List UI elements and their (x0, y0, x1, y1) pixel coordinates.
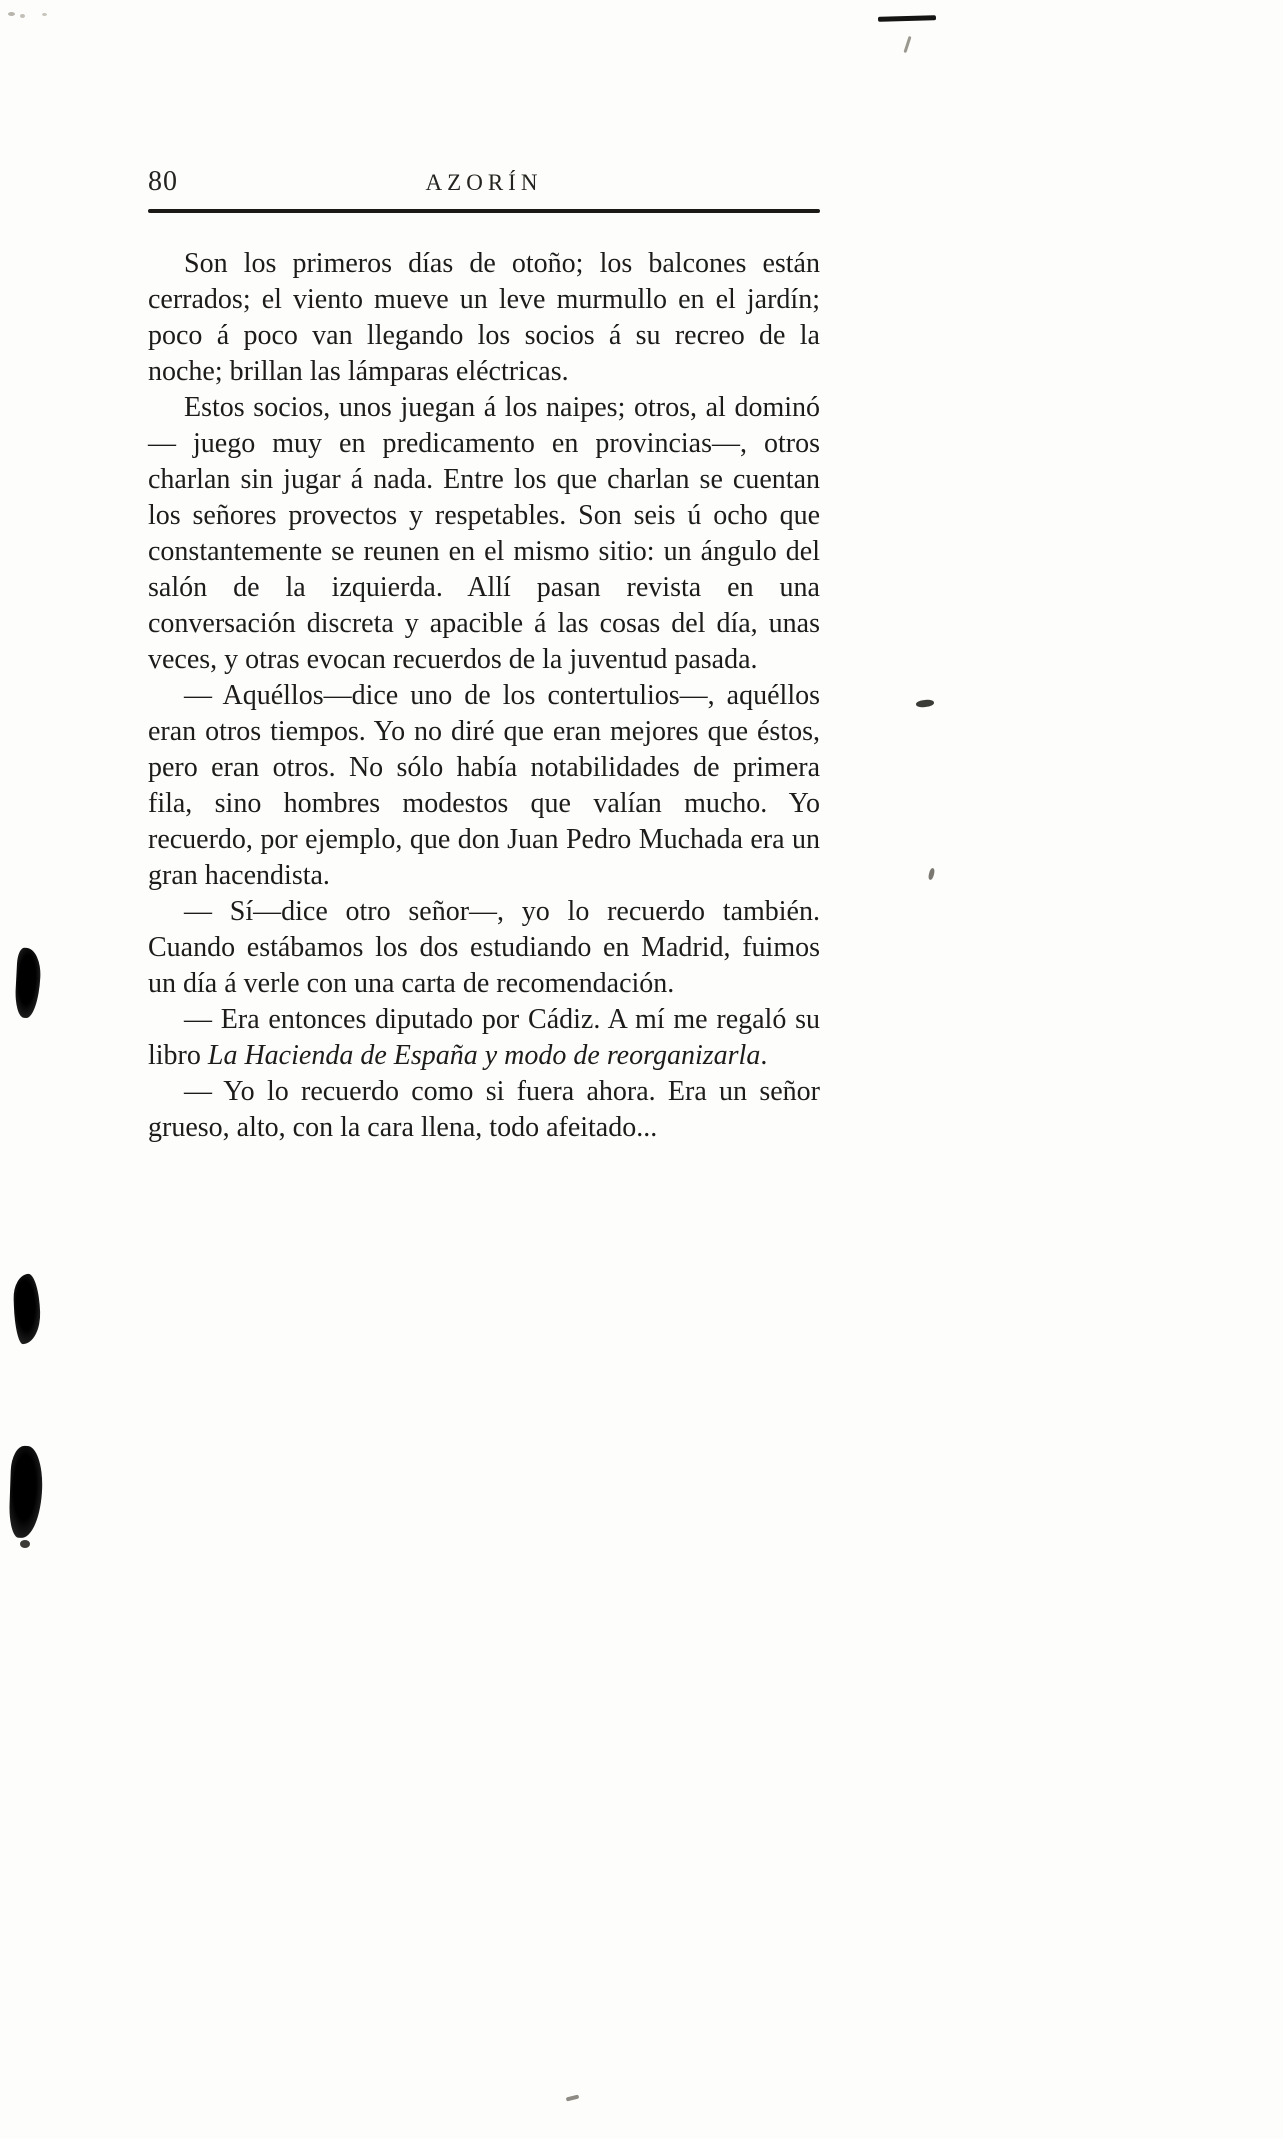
paragraph (148, 246, 820, 390)
book-title-italic: La Hacienda de España y modo de reorganizarla (207, 1040, 761, 1071)
page-header (148, 160, 820, 204)
text-segment: . (760, 1040, 768, 1071)
paragraph (148, 894, 820, 1002)
ink-blotch (8, 1445, 43, 1538)
text-segment: — Yo lo recuerdo como si fuera ahora. Era un señor grueso, alto, con la cara llena, todo afeitado... (148, 1076, 820, 1143)
text-segment: — Sí—dice otro señor—, yo lo recuerdo también. Cuando estábamos los dos estudiando en Madrid, fuimos un día á verle con una carta de recomendación. (148, 896, 820, 999)
running-header: AZORÍN (425, 170, 543, 195)
paragraph (148, 1074, 820, 1146)
scan-tick-mark (903, 36, 911, 53)
text-segment: — Aquéllos—dice uno de los contertulios—, aquéllos eran otros tiempos. Yo no diré que eran mejores que éstos, pero eran otros. No sólo había notabilidades de primera fila, sino hombres modestos que valían mucho. Yo recuerdo, por ejemplo, que don Juan Pedro Muchada era un gran hacendista. (148, 680, 820, 891)
corner-speck (20, 14, 25, 18)
ink-blotch (14, 947, 42, 1018)
text-segment: Son los primeros días de otoño; los balcones están cerrados; el viento mueve un leve murmullo en el jardín; poco á poco van llegando los socios á su recreo de la noche; brillan las lámparas eléctricas. (148, 248, 820, 387)
text-segment: Estos socios, unos juegan á los naipes; otros, al dominó — juego muy en predicamento en provincias—, otros charlan sin jugar á nada. Entre los que charlan se cuentan los señores provectos y respetables. Son seis ú ocho que constantemente se reunen en el mismo sitio: un ángulo del salón de la izquierda. Allí pasan revista en una conversación discreta y apacible á las cosas del día, unas veces, y otras evocan recuerdos de la juventud pasada. (148, 392, 820, 675)
page-number: 80 (148, 166, 178, 197)
margin-speck (928, 868, 936, 881)
header-rule (148, 209, 820, 213)
text-block (148, 246, 820, 1146)
ink-blotch (13, 1274, 41, 1345)
ink-speck (20, 1540, 30, 1548)
paragraph (148, 390, 820, 678)
corner-speck (42, 13, 47, 16)
paragraph (148, 678, 820, 894)
margin-tilde-mark (916, 699, 935, 708)
corner-speck (8, 12, 15, 16)
scan-dash-mark (878, 15, 936, 22)
text-segment: — Era entonces diputado por Cádiz. A mí me regaló su libro (148, 1004, 820, 1071)
paragraph (148, 1002, 820, 1074)
bottom-speck (566, 2094, 580, 2101)
